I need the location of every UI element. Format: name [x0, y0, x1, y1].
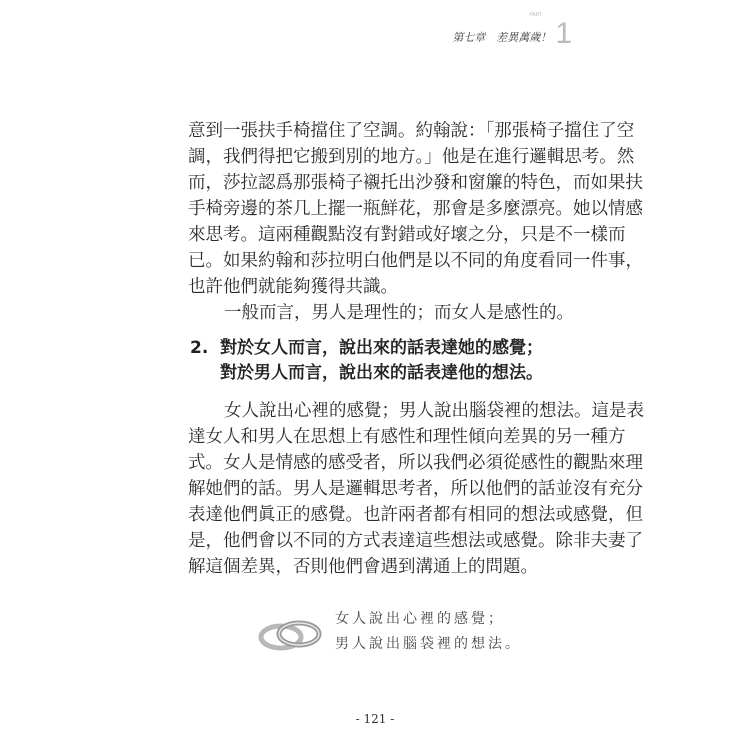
pull-quote — [335, 607, 522, 657]
summary-line: 一般而言，男人是理性的；而女人是感性的。 — [224, 303, 574, 323]
text-line: 表達他們眞正的感覺。也許兩者都有相同的想法或感覺，但 — [188, 505, 643, 525]
text-line: 而，莎拉認爲那張椅子襯托出沙發和窗簾的特色，而如果扶 — [188, 173, 643, 193]
heading-line-2: 對於男人而言，說出來的話表達他的想法。 — [220, 363, 543, 383]
text-line: 是，他們會以不同的方式表達這些想法或感覺。除非夫妻了 — [188, 531, 643, 551]
quote-line-1: 女人說出心裡的感覺； — [335, 611, 505, 627]
text-line: 手椅旁邊的茶几上擺一瓶鮮花，那會是多麼漂亮。她以情感 — [188, 199, 643, 219]
heading-line-1: 對於女人而言，說出來的話表達她的感覺； — [220, 338, 543, 358]
part-number: 1 — [555, 17, 572, 50]
section-heading — [190, 336, 543, 386]
paragraph-1 — [188, 118, 643, 326]
wedding-rings-icon — [257, 617, 323, 653]
text-line: 達女人和男人在思想上有感性和理性傾向差異的另一種方 — [188, 427, 626, 447]
text-line: 解她們的話。男人是邏輯思考者，所以他們的話並沒有充分 — [188, 479, 643, 499]
chapter-title: 第七章 差異萬歲！ — [452, 31, 552, 44]
text-line: 也許他們就能夠獲得共識。 — [188, 277, 398, 297]
text-line: 來思考。這兩種觀點沒有對錯或好壞之分，只是不一樣而 — [188, 225, 626, 245]
text-line: 調，我們得把它搬到別的地方。」他是在進行邏輯思考。然 — [188, 147, 635, 167]
page-number: - 121 - — [355, 712, 395, 726]
text-line: 意到一張扶手椅擋住了空調。約翰說：「那張椅子擋住了空 — [188, 121, 635, 141]
part-marker — [529, 12, 572, 50]
text-line: 女人說出心裡的感覺；男人說出腦袋裡的想法。這是表 — [224, 401, 644, 421]
heading-number: 2. — [190, 338, 209, 358]
quote-line-2: 男人說出腦袋裡的想法。 — [335, 636, 522, 652]
text-line: 式。女人是情感的感受者，所以我們必須從感性的觀點來理 — [188, 453, 643, 473]
text-line: 解這個差異，否則他們會遇到溝通上的問題。 — [188, 557, 538, 577]
part-label: PART — [529, 12, 543, 18]
text-line: 已。如果約翰和莎拉明白他們是以不同的角度看同一件事， — [188, 251, 643, 271]
running-header — [452, 12, 572, 50]
paragraph-2 — [188, 398, 644, 580]
